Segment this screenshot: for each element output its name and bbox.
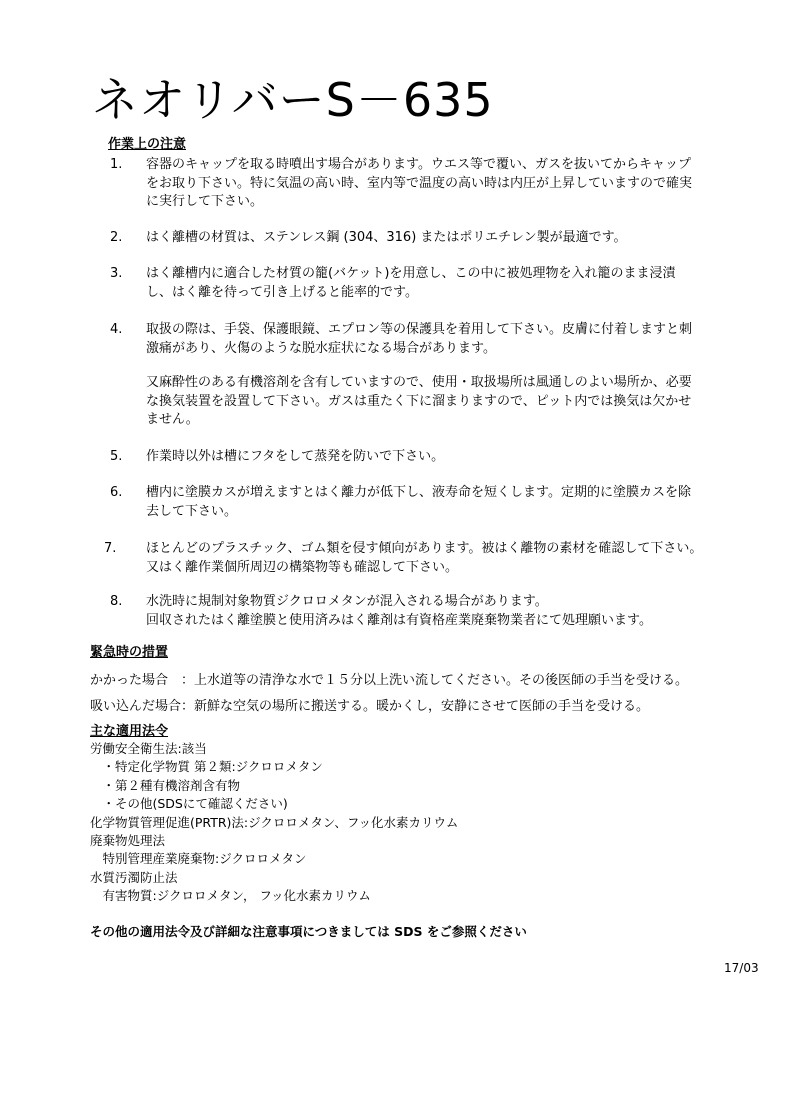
emergency-inhalation-row: 吸い込んだ場合：新鮮な空気の場所に搬送する。暖かくし，安静にさせて医師の手当を受ける。 (90, 699, 650, 714)
law-line: 水質汚濁防止法 (90, 869, 178, 885)
work-item-text: 去して下さい。 (146, 503, 238, 519)
work-item-text: 作業時以外は槽にフタをして蒸発を防いで下さい。 (146, 449, 445, 464)
work-item-number: 7. (104, 541, 117, 556)
work-item-text: をお取り下さい。特に気温の高い時、室内等で温度の高い時は内圧が上昇していますので確実 (146, 175, 693, 191)
work-item-number: 4. (110, 322, 123, 337)
work-item-text: はく離槽内に適合した材質の籠(バケット)を用意し、この中に被処理物を入れ籠のまま浸漬 (146, 266, 676, 281)
work-item-text: な換気装置を設置して下さい。ガスは重たく下に溜まりますので、ピット内では換気は欠かせ (146, 393, 692, 409)
work-item-text: 取扱の際は、手袋、保護眼鏡、エプロン等の保護具を着用して下さい。皮膚に付着しますと刺 (146, 322, 693, 337)
work-item-text: 槽内に塗膜カスが増えますとはく離力が低下し、液寿命を短くします。定期的に塗膜カスを除 (146, 485, 691, 500)
work-precautions-heading: 作業上の注意 (108, 137, 187, 152)
work-item-text: 回収されたはく離塗膜と使用済みはく離剤は有資格産業廃棄物業者にて処理願います。 (146, 612, 652, 628)
work-item-text: 容器のキャップを取る時噴出す場合があります。ウエス等で覆い、ガスを抜いてからキャップ (146, 157, 691, 172)
laws-heading: 主な適用法令 (90, 724, 169, 739)
work-item-text: ません。 (146, 412, 199, 427)
emergency-contact-row: かかった場合 ：上水道等の清浄な水で１５分以上洗い流してください。その後医師の手当を受ける。 (90, 673, 689, 688)
footer-note: その他の適用法令及び詳細な注意事項につきましては SDS をご参照ください (90, 924, 527, 939)
law-line: 有害物質:ジクロロメタン， フッ化水素カリウム (90, 888, 371, 904)
work-item-text: はく離槽の材質は、ステンレス鋼 (304、316) またはポリエチレン製が最適です。 (146, 230, 627, 245)
law-line: ・第２種有機溶剤含有物 (90, 777, 241, 793)
work-item-number: 6. (110, 485, 123, 500)
work-item-text: 又はく離作業個所周辺の構築物等も確認して下さい。 (146, 559, 459, 575)
page-number: 17/03 (724, 961, 759, 975)
work-item-number: 3. (110, 266, 123, 281)
work-item-text: に実行して下さい。 (146, 194, 264, 209)
work-item-text: ほとんどのプラスチック、ゴム類を侵す傾向があります。被はく離物の素材を確認して下さい。 (146, 541, 703, 556)
emergency-heading: 緊急時の措置 (90, 645, 169, 660)
work-item-number: 2. (110, 230, 123, 245)
work-item-text: 激痛があり、火傷のような脱水症状になる場合があります。 (146, 340, 496, 356)
law-line: ・特定化学物質 第２類:ジクロロメタン (90, 759, 323, 775)
law-line: ・その他(SDSにて確認ください) (90, 796, 288, 812)
work-item-text: 水洗時に規制対象物質ジクロロメタンが混入される場合があります。 (146, 594, 548, 609)
law-line: 廃棄物処理法 (90, 833, 166, 848)
work-item-text: し、はく離を待って引き上げると能率的です。 (146, 284, 418, 300)
law-line: 労働安全衛生法:該当 (90, 741, 207, 756)
work-item-number: 1. (110, 157, 123, 172)
work-item-number: 5. (110, 449, 123, 464)
law-line: 特別管理産業廃棄物:ジクロロメタン (90, 851, 307, 867)
document-title: ネオリバーS－635 (92, 73, 494, 127)
work-item-text: 又麻酔性のある有機溶剤を含有していますので、使用・取扱場所は風通しのよい場所か、必要 (146, 375, 692, 390)
law-line: 化学物質管理促進(PRTR)法:ジクロロメタン、フッ化水素カリウム (90, 814, 459, 830)
work-item-number: 8. (110, 594, 123, 609)
